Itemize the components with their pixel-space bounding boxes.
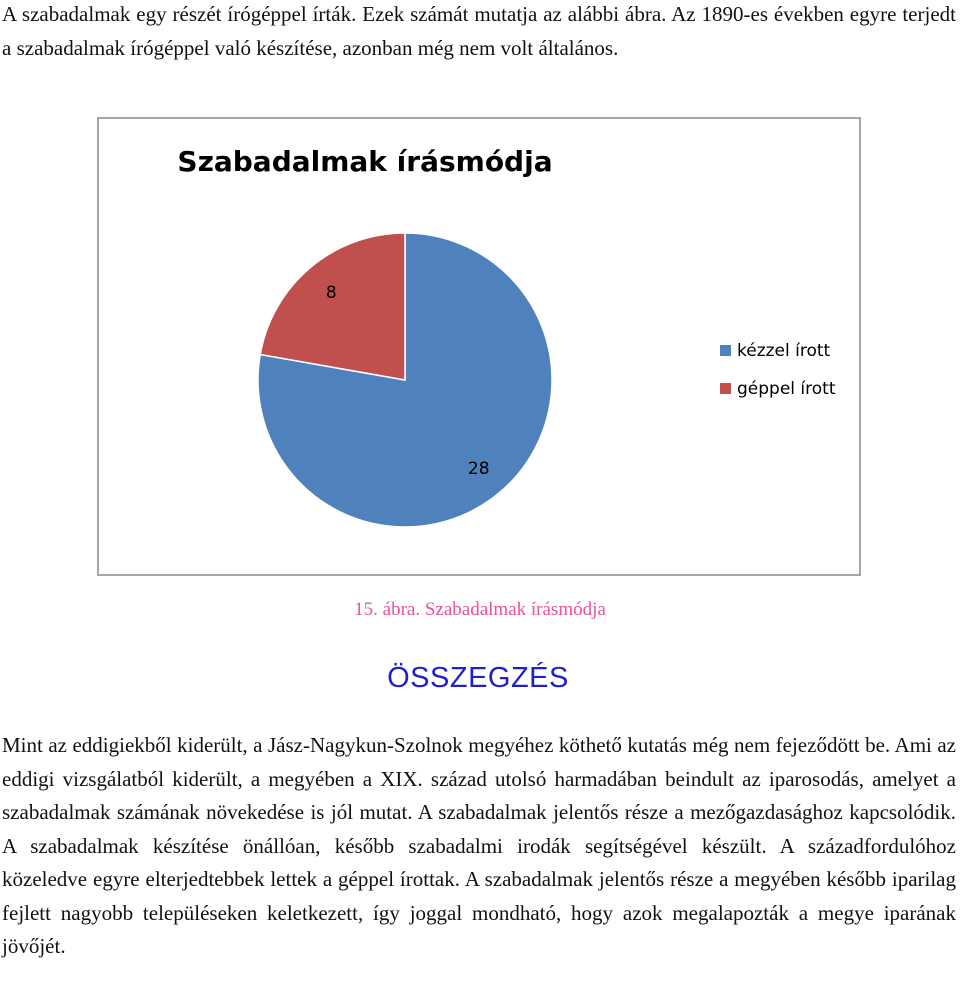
legend-swatch-1	[720, 345, 731, 356]
pie-data-label-2: 8	[325, 283, 337, 304]
figure-caption: 15. ábra. Szabadalmak írásmódja	[354, 599, 606, 620]
summary-paragraph: Mint az eddigiekből kiderült, a Jász-Nagykun-Szolnok megyéhez köthető kutatás még nem fejeződött be. Ami az eddigi vizsgálatból kiderült, a megyében a XIX. század utolsó harmadában beindult az iparosodás, amelyet a szabadalmak számának növekedése is jól mutat. A szabadalmak jelentős része a mezőgazdasághoz kapcsolódik. A szabadalmak készítése önállóan, később szabadalmi irodák segítségével készült. A századfordulóhoz közeledve egyre elterjedtebbek lettek a géppel írottak. A szabadalmak jelentős része a megyében később iparilag fejlett nagyobb településeken keletkezett, így joggal mondható, hogy azok megalapozták a megye iparának jövőjét.	[2, 733, 956, 958]
pie-slice-2	[260, 233, 405, 380]
legend-swatch-2	[720, 383, 731, 394]
pie-slices	[258, 233, 552, 527]
legend-label-2: géppel írott	[737, 379, 836, 399]
pie-data-label-1: 28	[467, 458, 490, 479]
section-heading: ÖSSZEGZÉS	[387, 662, 569, 694]
legend-label-1: kézzel írott	[737, 341, 831, 361]
pie-chart	[97, 117, 861, 576]
chart-title: Szabadalmak írásmódja	[177, 145, 553, 178]
chart-legend	[720, 341, 836, 399]
intro-paragraph: A szabadalmak egy részét írógéppel írták. Ezek számát mutatja az alábbi ábra. Az 1890-es években egyre terjedt a szabadalmak írógéppel való készítése, azonban még nem volt általános.	[2, 2, 956, 60]
